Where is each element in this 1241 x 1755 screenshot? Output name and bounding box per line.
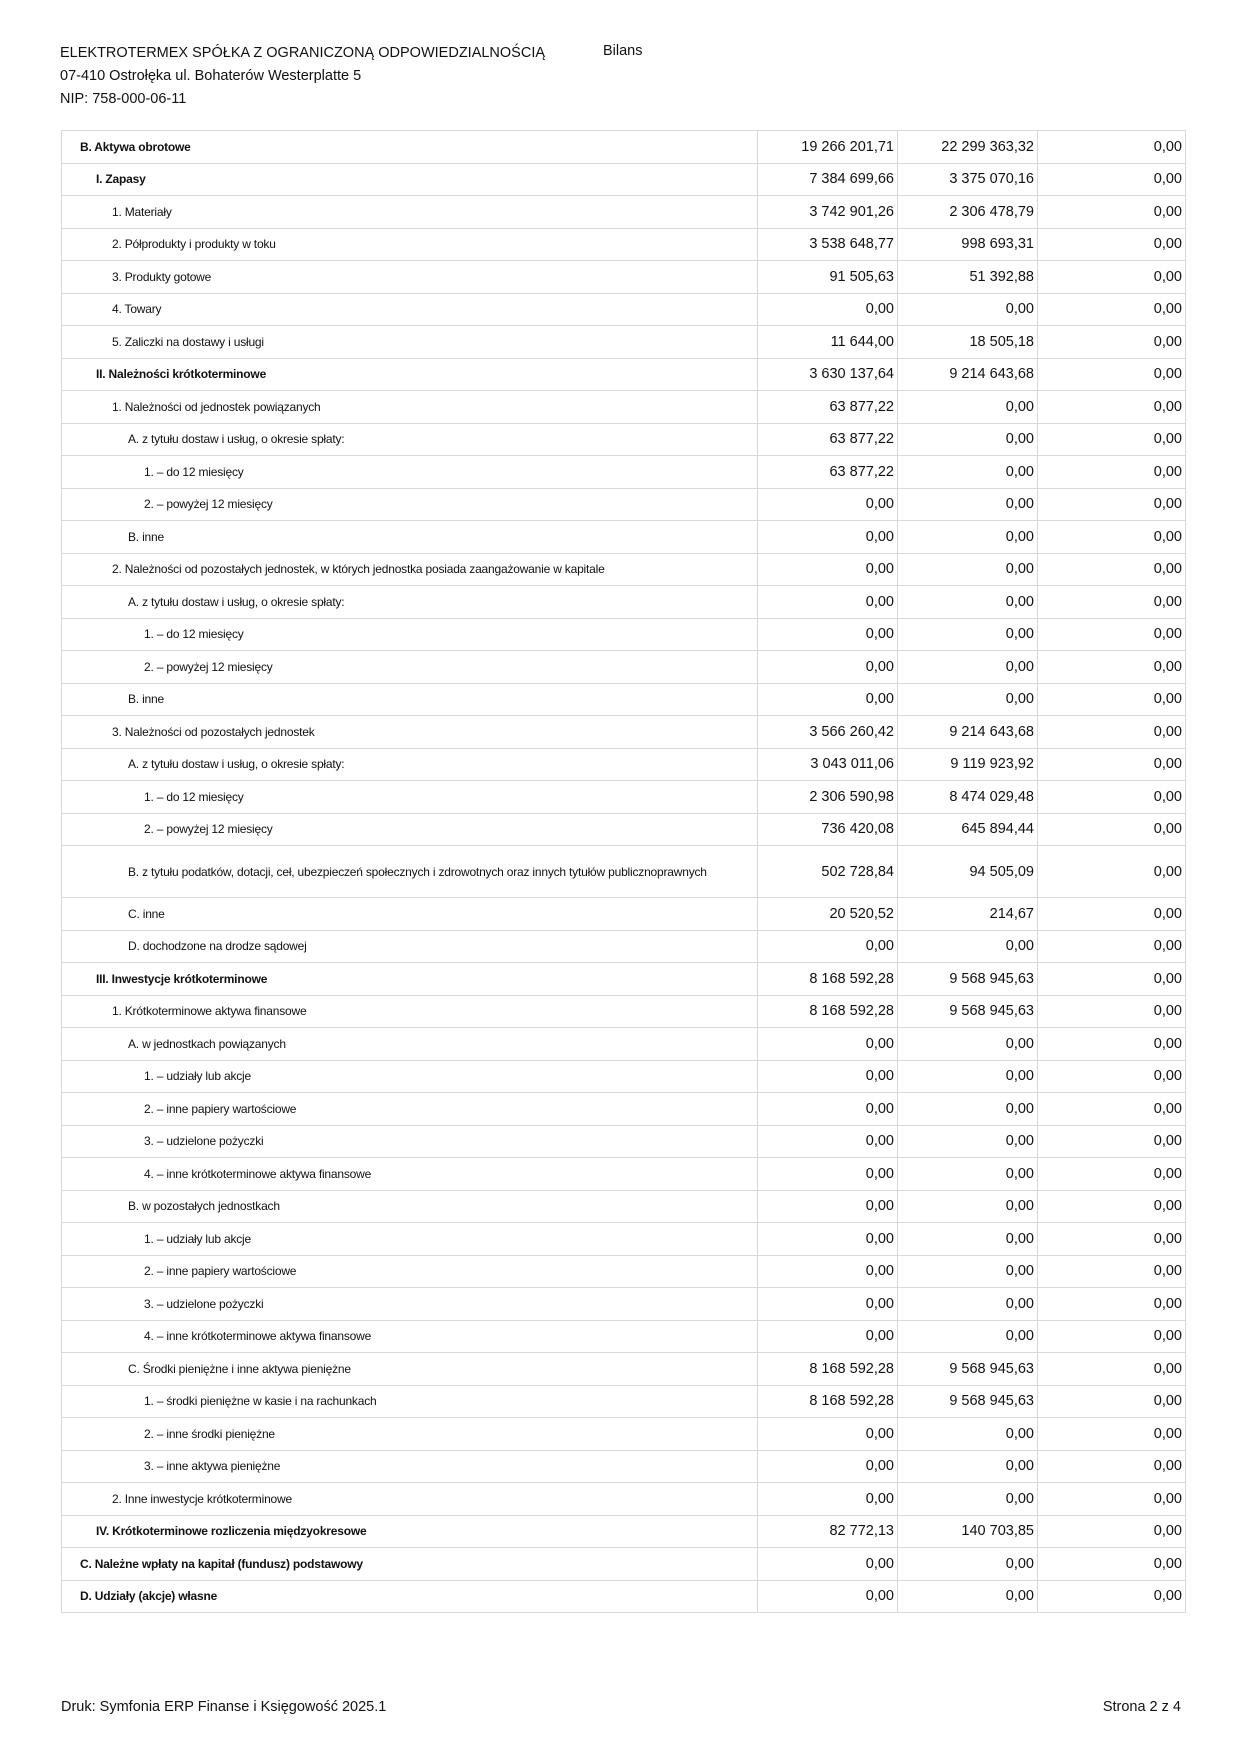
row-value-col-3: 0,00 — [1038, 813, 1186, 846]
table-row — [62, 1418, 1186, 1451]
document-title: Bilans — [603, 43, 643, 59]
row-value-col-3: 0,00 — [1038, 1190, 1186, 1223]
row-value-col-2: 0,00 — [898, 618, 1038, 651]
row-value-col-2: 645 894,44 — [898, 813, 1038, 846]
row-label: IV. Krótkoterminowe rozliczenia międzyokresowe — [62, 1515, 758, 1548]
row-value-col-2: 51 392,88 — [898, 261, 1038, 294]
row-value-col-2: 0,00 — [898, 1418, 1038, 1451]
row-value-col-3: 0,00 — [1038, 163, 1186, 196]
table-row — [62, 1548, 1186, 1581]
table-row — [62, 1125, 1186, 1158]
table-row — [62, 196, 1186, 229]
row-value-col-2: 0,00 — [898, 1288, 1038, 1321]
table-row — [62, 1288, 1186, 1321]
table-row — [62, 846, 1186, 898]
row-label: A. z tytułu dostaw i usług, o okresie spłaty: — [62, 423, 758, 456]
row-value-col-3: 0,00 — [1038, 261, 1186, 294]
row-value-col-1: 0,00 — [758, 618, 898, 651]
row-value-col-2: 0,00 — [898, 488, 1038, 521]
row-label: 2. – inne papiery wartościowe — [62, 1093, 758, 1126]
row-value-col-3: 0,00 — [1038, 586, 1186, 619]
row-label: 2. Inne inwestycje krótkoterminowe — [62, 1483, 758, 1516]
row-value-col-2: 214,67 — [898, 898, 1038, 931]
row-value-col-1: 0,00 — [758, 1190, 898, 1223]
table-row — [62, 898, 1186, 931]
row-value-col-3: 0,00 — [1038, 1385, 1186, 1418]
row-value-col-1: 11 644,00 — [758, 326, 898, 359]
row-label: 5. Zaliczki na dostawy i usługi — [62, 326, 758, 359]
table-row — [62, 1028, 1186, 1061]
row-label: 3. Należności od pozostałych jednostek — [62, 716, 758, 749]
row-value-col-2: 0,00 — [898, 1450, 1038, 1483]
row-value-col-2: 18 505,18 — [898, 326, 1038, 359]
table-row — [62, 781, 1186, 814]
row-value-col-3: 0,00 — [1038, 683, 1186, 716]
row-value-col-3: 0,00 — [1038, 1028, 1186, 1061]
row-value-col-2: 9 214 643,68 — [898, 716, 1038, 749]
row-label: 1. – środki pieniężne w kasie i na rachunkach — [62, 1385, 758, 1418]
row-value-col-2: 8 474 029,48 — [898, 781, 1038, 814]
row-value-col-1: 0,00 — [758, 930, 898, 963]
row-value-col-3: 0,00 — [1038, 748, 1186, 781]
row-value-col-3: 0,00 — [1038, 488, 1186, 521]
row-value-col-2: 9 214 643,68 — [898, 358, 1038, 391]
table-row — [62, 228, 1186, 261]
row-value-col-3: 0,00 — [1038, 1223, 1186, 1256]
row-value-col-2: 0,00 — [898, 586, 1038, 619]
row-value-col-1: 63 877,22 — [758, 391, 898, 424]
row-label: 1. – udziały lub akcje — [62, 1060, 758, 1093]
row-value-col-2: 0,00 — [898, 553, 1038, 586]
row-value-col-2: 0,00 — [898, 1483, 1038, 1516]
row-value-col-3: 0,00 — [1038, 326, 1186, 359]
row-value-col-2: 9 568 945,63 — [898, 1353, 1038, 1386]
row-value-col-3: 0,00 — [1038, 456, 1186, 489]
row-value-col-3: 0,00 — [1038, 716, 1186, 749]
row-value-col-1: 3 043 011,06 — [758, 748, 898, 781]
table-row — [62, 586, 1186, 619]
table-row — [62, 683, 1186, 716]
table-row — [62, 1450, 1186, 1483]
row-value-col-1: 0,00 — [758, 1060, 898, 1093]
row-value-col-3: 0,00 — [1038, 1060, 1186, 1093]
row-value-col-2: 0,00 — [898, 1158, 1038, 1191]
row-value-col-1: 8 168 592,28 — [758, 995, 898, 1028]
row-value-col-2: 0,00 — [898, 1548, 1038, 1581]
balance-sheet-body — [62, 131, 1186, 1613]
table-row — [62, 1515, 1186, 1548]
row-label: A. z tytułu dostaw i usług, o okresie spłaty: — [62, 748, 758, 781]
row-label: D. dochodzone na drodze sądowej — [62, 930, 758, 963]
row-label: 1. Materiały — [62, 196, 758, 229]
table-row — [62, 488, 1186, 521]
row-value-col-2: 0,00 — [898, 1223, 1038, 1256]
table-row — [62, 391, 1186, 424]
table-row — [62, 163, 1186, 196]
company-address: 07-410 Ostrołęka ul. Bohaterów Westerplatte 5 — [60, 68, 362, 84]
row-value-col-1: 91 505,63 — [758, 261, 898, 294]
row-value-col-1: 8 168 592,28 — [758, 1353, 898, 1386]
row-value-col-1: 3 630 137,64 — [758, 358, 898, 391]
row-value-col-1: 0,00 — [758, 293, 898, 326]
row-value-col-3: 0,00 — [1038, 521, 1186, 554]
row-label: I. Zapasy — [62, 163, 758, 196]
row-label: 4. – inne krótkoterminowe aktywa finansowe — [62, 1320, 758, 1353]
row-value-col-1: 0,00 — [758, 521, 898, 554]
row-value-col-2: 2 306 478,79 — [898, 196, 1038, 229]
row-value-col-3: 0,00 — [1038, 358, 1186, 391]
row-value-col-3: 0,00 — [1038, 1548, 1186, 1581]
row-value-col-3: 0,00 — [1038, 1288, 1186, 1321]
row-label: D. Udziały (akcje) własne — [62, 1580, 758, 1613]
row-value-col-1: 0,00 — [758, 1223, 898, 1256]
row-value-col-2: 0,00 — [898, 423, 1038, 456]
row-value-col-1: 0,00 — [758, 651, 898, 684]
row-label: A. z tytułu dostaw i usług, o okresie spłaty: — [62, 586, 758, 619]
table-row — [62, 521, 1186, 554]
table-row — [62, 963, 1186, 996]
table-row — [62, 1190, 1186, 1223]
row-value-col-1: 0,00 — [758, 553, 898, 586]
row-value-col-3: 0,00 — [1038, 1093, 1186, 1126]
row-value-col-1: 0,00 — [758, 1418, 898, 1451]
row-value-col-3: 0,00 — [1038, 1580, 1186, 1613]
row-label: 1. – do 12 miesięcy — [62, 618, 758, 651]
row-value-col-1: 3 538 648,77 — [758, 228, 898, 261]
row-label: 1. Należności od jednostek powiązanych — [62, 391, 758, 424]
row-value-col-2: 0,00 — [898, 521, 1038, 554]
row-value-col-3: 0,00 — [1038, 391, 1186, 424]
row-value-col-3: 0,00 — [1038, 1418, 1186, 1451]
company-name: ELEKTROTERMEX SPÓŁKA Z OGRANICZONĄ ODPOWIEDZIALNOŚCIĄ — [60, 45, 546, 61]
row-value-col-3: 0,00 — [1038, 651, 1186, 684]
table-row — [62, 1385, 1186, 1418]
row-value-col-3: 0,00 — [1038, 1483, 1186, 1516]
row-value-col-3: 0,00 — [1038, 846, 1186, 898]
row-label: 4. Towary — [62, 293, 758, 326]
row-value-col-3: 0,00 — [1038, 1255, 1186, 1288]
print-source: Druk: Symfonia ERP Finanse i Księgowość 2025.1 — [61, 1699, 387, 1715]
table-row — [62, 1093, 1186, 1126]
row-value-col-2: 9 568 945,63 — [898, 1385, 1038, 1418]
row-value-col-2: 0,00 — [898, 293, 1038, 326]
table-row — [62, 813, 1186, 846]
row-value-col-2: 0,00 — [898, 391, 1038, 424]
row-value-col-2: 0,00 — [898, 651, 1038, 684]
row-value-col-2: 0,00 — [898, 456, 1038, 489]
row-value-col-3: 0,00 — [1038, 1353, 1186, 1386]
row-value-col-2: 0,00 — [898, 1060, 1038, 1093]
row-label: II. Należności krótkoterminowe — [62, 358, 758, 391]
table-row — [62, 456, 1186, 489]
row-value-col-1: 0,00 — [758, 1288, 898, 1321]
row-value-col-1: 502 728,84 — [758, 846, 898, 898]
row-value-col-2: 0,00 — [898, 1320, 1038, 1353]
row-label: 1. – do 12 miesięcy — [62, 781, 758, 814]
row-label: 4. – inne krótkoterminowe aktywa finansowe — [62, 1158, 758, 1191]
table-row — [62, 995, 1186, 1028]
row-value-col-1: 0,00 — [758, 1125, 898, 1158]
row-value-col-3: 0,00 — [1038, 1515, 1186, 1548]
table-row — [62, 1580, 1186, 1613]
table-row — [62, 1320, 1186, 1353]
row-label: 2. – inne środki pieniężne — [62, 1418, 758, 1451]
row-value-col-1: 0,00 — [758, 1450, 898, 1483]
table-row — [62, 748, 1186, 781]
row-value-col-2: 22 299 363,32 — [898, 131, 1038, 164]
row-label: 1. – do 12 miesięcy — [62, 456, 758, 489]
row-value-col-1: 8 168 592,28 — [758, 1385, 898, 1418]
row-label: 2. – powyżej 12 miesięcy — [62, 651, 758, 684]
row-value-col-2: 3 375 070,16 — [898, 163, 1038, 196]
table-row — [62, 293, 1186, 326]
row-value-col-1: 20 520,52 — [758, 898, 898, 931]
row-value-col-3: 0,00 — [1038, 930, 1186, 963]
row-value-col-3: 0,00 — [1038, 196, 1186, 229]
row-value-col-1: 0,00 — [758, 1158, 898, 1191]
row-value-col-2: 0,00 — [898, 1028, 1038, 1061]
row-value-col-2: 0,00 — [898, 930, 1038, 963]
row-label: 2. – powyżej 12 miesięcy — [62, 813, 758, 846]
row-label: 2. – powyżej 12 miesięcy — [62, 488, 758, 521]
row-value-col-1: 0,00 — [758, 1580, 898, 1613]
row-label: III. Inwestycje krótkoterminowe — [62, 963, 758, 996]
row-label: A. w jednostkach powiązanych — [62, 1028, 758, 1061]
row-value-col-3: 0,00 — [1038, 781, 1186, 814]
balance-sheet-table — [61, 130, 1186, 1613]
row-value-col-2: 94 505,09 — [898, 846, 1038, 898]
row-value-col-2: 9 119 923,92 — [898, 748, 1038, 781]
row-label: C. Należne wpłaty na kapitał (fundusz) podstawowy — [62, 1548, 758, 1581]
row-value-col-1: 0,00 — [758, 1483, 898, 1516]
row-label: B. inne — [62, 683, 758, 716]
table-row — [62, 930, 1186, 963]
row-value-col-1: 0,00 — [758, 1548, 898, 1581]
row-value-col-1: 0,00 — [758, 683, 898, 716]
row-value-col-2: 9 568 945,63 — [898, 995, 1038, 1028]
row-value-col-3: 0,00 — [1038, 1320, 1186, 1353]
row-value-col-1: 0,00 — [758, 488, 898, 521]
row-value-col-2: 140 703,85 — [898, 1515, 1038, 1548]
table-row — [62, 553, 1186, 586]
row-value-col-2: 0,00 — [898, 1125, 1038, 1158]
row-value-col-3: 0,00 — [1038, 553, 1186, 586]
table-row — [62, 1158, 1186, 1191]
row-value-col-3: 0,00 — [1038, 963, 1186, 996]
company-header — [60, 42, 545, 111]
table-row — [62, 326, 1186, 359]
row-value-col-3: 0,00 — [1038, 228, 1186, 261]
row-label: B. inne — [62, 521, 758, 554]
row-label: 2. – inne papiery wartościowe — [62, 1255, 758, 1288]
row-value-col-2: 0,00 — [898, 1580, 1038, 1613]
table-row — [62, 1223, 1186, 1256]
table-row — [62, 1060, 1186, 1093]
company-nip: NIP: 758-000-06-11 — [60, 91, 187, 107]
row-value-col-1: 3 742 901,26 — [758, 196, 898, 229]
row-value-col-3: 0,00 — [1038, 1450, 1186, 1483]
row-value-col-1: 63 877,22 — [758, 456, 898, 489]
row-value-col-3: 0,00 — [1038, 131, 1186, 164]
table-row — [62, 358, 1186, 391]
row-value-col-1: 0,00 — [758, 1028, 898, 1061]
row-value-col-1: 0,00 — [758, 586, 898, 619]
row-value-col-1: 736 420,08 — [758, 813, 898, 846]
row-label: C. inne — [62, 898, 758, 931]
row-value-col-1: 19 266 201,71 — [758, 131, 898, 164]
table-row — [62, 423, 1186, 456]
page-number: Strona 2 z 4 — [1102, 1699, 1181, 1715]
row-label: 3. Produkty gotowe — [62, 261, 758, 294]
row-value-col-3: 0,00 — [1038, 1125, 1186, 1158]
row-label: B. z tytułu podatków, dotacji, ceł, ubezpieczeń społecznych i zdrowotnych oraz innych tytułów publicznoprawnych — [62, 846, 758, 898]
table-row — [62, 131, 1186, 164]
row-value-col-3: 0,00 — [1038, 1158, 1186, 1191]
row-label: 1. Krótkoterminowe aktywa finansowe — [62, 995, 758, 1028]
row-label: 3. – udzielone pożyczki — [62, 1125, 758, 1158]
row-label: 3. – udzielone pożyczki — [62, 1288, 758, 1321]
row-value-col-3: 0,00 — [1038, 898, 1186, 931]
row-value-col-3: 0,00 — [1038, 423, 1186, 456]
row-label: 2. Półprodukty i produkty w toku — [62, 228, 758, 261]
row-value-col-3: 0,00 — [1038, 293, 1186, 326]
row-value-col-2: 0,00 — [898, 683, 1038, 716]
table-row — [62, 716, 1186, 749]
row-value-col-2: 998 693,31 — [898, 228, 1038, 261]
row-value-col-1: 63 877,22 — [758, 423, 898, 456]
row-value-col-1: 2 306 590,98 — [758, 781, 898, 814]
row-value-col-1: 82 772,13 — [758, 1515, 898, 1548]
row-value-col-1: 0,00 — [758, 1093, 898, 1126]
row-value-col-1: 3 566 260,42 — [758, 716, 898, 749]
row-label: 1. – udziały lub akcje — [62, 1223, 758, 1256]
row-value-col-2: 0,00 — [898, 1093, 1038, 1126]
row-label: B. Aktywa obrotowe — [62, 131, 758, 164]
row-label: 2. Należności od pozostałych jednostek, w których jednostka posiada zaangażowanie w kapitale — [62, 553, 758, 586]
row-label: B. w pozostałych jednostkach — [62, 1190, 758, 1223]
row-value-col-1: 8 168 592,28 — [758, 963, 898, 996]
table-row — [62, 261, 1186, 294]
row-value-col-1: 0,00 — [758, 1320, 898, 1353]
row-value-col-3: 0,00 — [1038, 618, 1186, 651]
table-row — [62, 1255, 1186, 1288]
row-value-col-2: 0,00 — [898, 1255, 1038, 1288]
table-row — [62, 1353, 1186, 1386]
row-value-col-2: 9 568 945,63 — [898, 963, 1038, 996]
table-row — [62, 1483, 1186, 1516]
table-row — [62, 651, 1186, 684]
row-value-col-1: 7 384 699,66 — [758, 163, 898, 196]
row-value-col-3: 0,00 — [1038, 995, 1186, 1028]
row-label: C. Środki pieniężne i inne aktywa pieniężne — [62, 1353, 758, 1386]
row-value-col-1: 0,00 — [758, 1255, 898, 1288]
table-row — [62, 618, 1186, 651]
row-label: 3. – inne aktywa pieniężne — [62, 1450, 758, 1483]
row-value-col-2: 0,00 — [898, 1190, 1038, 1223]
